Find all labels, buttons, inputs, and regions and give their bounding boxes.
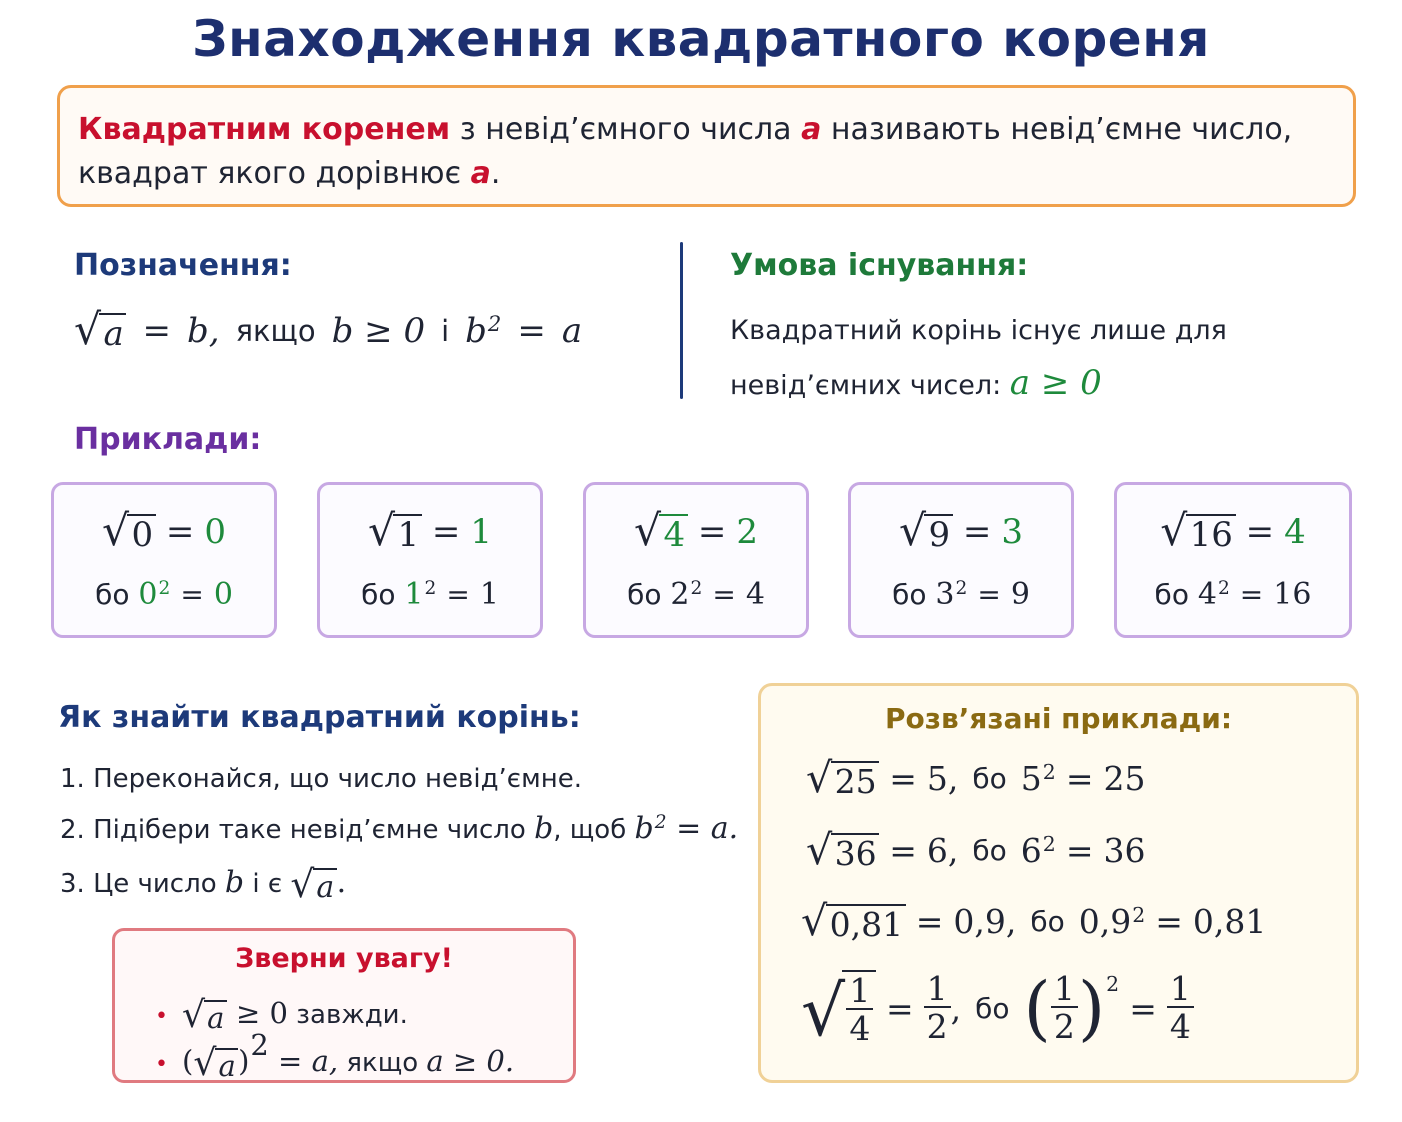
definition-text: квадрат якого дорівнює (78, 156, 471, 191)
definition-text: . (490, 156, 501, 191)
solved-examples-box (758, 683, 1359, 1083)
sqrt-expression: √ $\frac{1}{4}$ (801, 970, 876, 1047)
notation-condition: b ≥ 0 (331, 311, 426, 352)
notation-if: якщо (235, 314, 316, 349)
examples-heading: Приклади: (74, 422, 262, 457)
sqrt-expression: √ 16 (1160, 511, 1235, 554)
page-title: Знаходження квадратного кореня (192, 10, 1210, 68)
notation-and: і (441, 314, 450, 349)
definition-text: з невід’ємного числа (450, 112, 802, 147)
example-reason: бо $4^2 = 16$ (1154, 577, 1312, 612)
example-card: √ 1 = 1 бо $1^2 = 1$ (317, 482, 543, 638)
example-reason: бо $2^2 = 4$ (627, 577, 765, 612)
list-item: 1. Переконайся, що число невід’ємне. (60, 764, 582, 794)
solved-title: Розв’язані приклади: (884, 702, 1233, 735)
sqrt-expression: √ a (193, 1045, 238, 1081)
bullet-icon: • (155, 1004, 168, 1029)
definition-variable: a (470, 156, 491, 191)
sqrt-expression: √ 4 (634, 511, 688, 554)
existence-line: Квадратний корінь існує лише для (730, 315, 1227, 346)
sqrt-expression: √ 1 (368, 511, 422, 554)
example-reason: бо $0^2 = 0$ (95, 577, 233, 612)
sqrt-expression: √ a (74, 310, 126, 353)
notation-b: b, (186, 311, 220, 352)
list-item: 3. Це число b і є √ a . (60, 861, 347, 906)
example-result: 0 (204, 512, 226, 553)
sqrt-expression: √ a (290, 866, 336, 904)
sqrt-expression: √ 25 (806, 758, 879, 799)
existence-heading: Умова існування: (730, 248, 1029, 283)
attention-title: Зверни увагу! (235, 943, 453, 974)
existence-text (730, 304, 1227, 412)
howto-heading: Як знайти квадратний корінь: (58, 700, 581, 735)
equals-sign: = (517, 311, 546, 352)
example-card: √ 4 = 2 бо $2^2 = 4$ (583, 482, 809, 638)
notation-a: a (561, 311, 583, 352)
solved-row: √ 25 = 5, бо $5^2$ = 25 (806, 754, 1146, 802)
solved-row: √ 36 = 6, бо $6^2$ = 36 (806, 826, 1146, 874)
list-item: • ( √ a )$^2$ = a, якщо a ≥ 0. (155, 1028, 515, 1085)
example-result: 3 (1001, 512, 1023, 553)
definition-term: Квадратним коренем (78, 112, 451, 147)
example-reason: бо $1^2 = 1$ (361, 577, 499, 612)
sqrt-expression: √ a (182, 997, 227, 1033)
definition-text: називають невід’ємне число, (821, 112, 1293, 147)
example-result: 2 (736, 512, 758, 553)
notation-heading: Позначення: (74, 248, 292, 283)
attention-list (155, 991, 514, 1087)
sqrt-expression: √ 0,81 (801, 901, 906, 942)
example-result: 4 (1284, 512, 1306, 553)
fraction: $\frac{1}{2}$ (1051, 972, 1078, 1045)
example-result: 1 (470, 512, 492, 553)
bullet-icon: • (155, 1052, 168, 1077)
attention-box (112, 928, 576, 1083)
example-card: √ 0 = 0 бо $0^2 = 0$ (51, 482, 277, 638)
definition-box (57, 85, 1356, 207)
notation-formula (74, 306, 583, 355)
fraction: $\frac{1}{2}$ (924, 972, 951, 1045)
steps-list (60, 754, 738, 909)
example-card: √ 9 = 3 бо $3^2 = 9$ (848, 482, 1074, 638)
vertical-divider (680, 242, 683, 399)
sqrt-expression: √ 36 (806, 830, 879, 871)
list-item: 2. Підібери таке невід’ємне число b, щоб $b^2 = a$. (60, 811, 739, 846)
sqrt-expression: √ 9 (899, 511, 953, 554)
definition-variable: a (801, 112, 822, 147)
solved-row-fraction: √ $\frac{1}{4}$ = $\frac{1}{2}$ , бо ( $\frac{1}{2}$ ) $^2$ = $\frac{1}{4}$ (801, 970, 1194, 1047)
notation-b-squared: $b^2$ (465, 310, 502, 352)
example-card: √ 16 = 4 бо $4^2 = 16$ (1114, 482, 1352, 638)
existence-condition: a ≥ 0 (1009, 363, 1102, 403)
equals-sign: = (142, 311, 171, 352)
existence-line: невід’ємних чисел: a ≥ 0 (730, 363, 1102, 403)
list-item: • √ a ≥ 0 завжди. (155, 993, 408, 1037)
example-reason: бо $3^2 = 9$ (892, 577, 1030, 612)
solved-row: √ 0,81 = 0,9, бо $0,9^2$ = 0,81 (801, 897, 1267, 945)
fraction: $\frac{1}{4}$ (1167, 972, 1194, 1045)
sqrt-expression: √ 0 (102, 511, 156, 554)
